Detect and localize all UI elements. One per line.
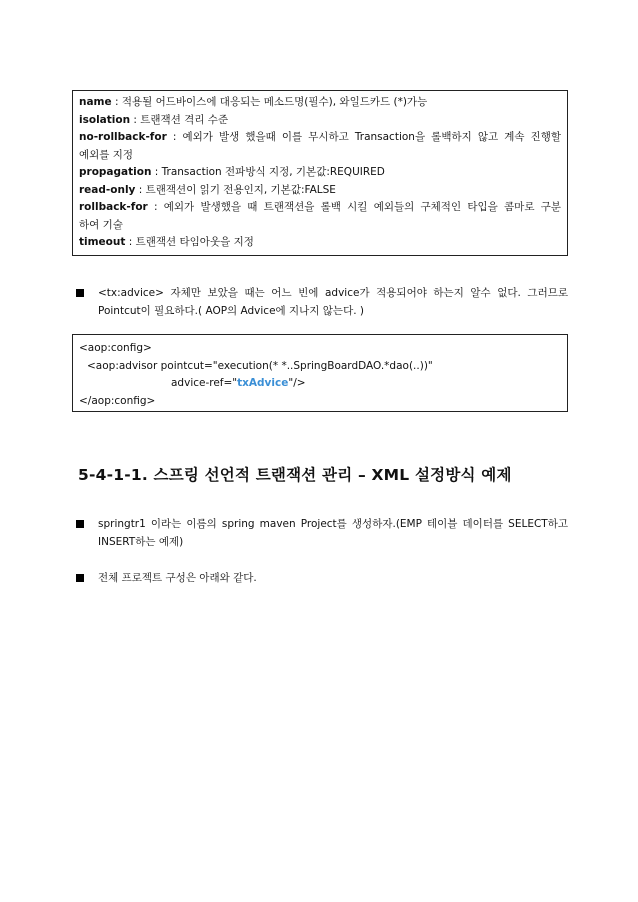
bullet-text xyxy=(98,569,568,587)
attribute-row-no-rollback-for xyxy=(79,129,561,147)
attribute-row-name xyxy=(79,94,561,112)
code-text: "/> xyxy=(288,377,306,389)
bullet-square-icon xyxy=(76,574,84,582)
code-sample-box xyxy=(72,334,568,412)
attribute-name: no-rollback-for xyxy=(79,131,167,143)
attribute-name: isolation xyxy=(79,113,131,126)
bullet-text xyxy=(98,515,568,551)
attribute-row-propagation xyxy=(79,164,561,182)
bullet-line: springtr1 이라는 이름의 spring maven Project를 생성하자.(EMP 테이블 데이터를 SELECT하고 xyxy=(98,518,568,530)
bullet-text xyxy=(98,284,568,320)
attribute-name: name xyxy=(79,96,112,108)
attribute-name: propagation xyxy=(79,166,152,178)
attribute-row-continuation: 예외를 지정 xyxy=(79,148,134,161)
attribute-description: : 트랜잭션 격리 수준 xyxy=(130,113,229,126)
bullet-line: INSERT하는 예제) xyxy=(98,536,184,548)
code-line xyxy=(79,375,561,393)
attribute-name: rollback-for xyxy=(79,201,148,213)
bullet-line: Pointcut이 필요하다.( AOP의 Advice에 지나지 않는다. ) xyxy=(98,305,364,317)
attribute-row-timeout xyxy=(79,234,561,252)
attribute-description: : 트랜잭션이 읽기 전용인지, 기본값:FALSE xyxy=(135,183,336,196)
code-line: </aop:config> xyxy=(79,394,156,407)
code-line: <aop:advisor pointcut="execution(* *..SpringBoardDAO.*dao(..))" xyxy=(87,359,433,372)
bullet-line: 전체 프로젝트 구성은 아래와 같다. xyxy=(98,572,257,584)
attribute-row-isolation xyxy=(79,112,561,130)
attribute-description: : 예외가 발생했을 때 트랜잭션을 롤백 시킬 예외들의 구체적인 타입을 콤마로 구분 xyxy=(147,201,561,213)
bullet-square-icon xyxy=(76,520,84,528)
attribute-row-rollback-for xyxy=(79,199,561,217)
attribute-name: timeout xyxy=(79,236,126,248)
attribute-name: read-only xyxy=(79,183,136,196)
attribute-description: : 트랜잭션 타임아웃을 지정 xyxy=(125,236,254,248)
code-highlight-text: txAdvice xyxy=(237,377,289,389)
bullet-paragraph-project xyxy=(72,515,568,551)
bullet-paragraph-advice xyxy=(72,284,568,320)
code-line: <aop:config> xyxy=(79,342,152,354)
attribute-description: : 적용될 어드바이스에 대응되는 메소드명(필수), 와일드카드 (*)가능 xyxy=(111,96,428,108)
code-text: advice-ref=" xyxy=(171,377,238,389)
attribute-row-continuation: 하여 기술 xyxy=(79,218,123,231)
bullet-paragraph-structure xyxy=(72,569,568,587)
attribute-description: : 예외가 발생 했을때 이를 무시하고 Transaction을 롤백하지 않고 계속 진행할 xyxy=(166,131,561,143)
attribute-definition-box xyxy=(72,90,568,256)
section-heading: 5-4-1-1. 스프링 선언적 트랜잭션 관리 – XML 설정방식 예제 xyxy=(78,466,512,484)
attribute-row-read-only xyxy=(79,182,561,200)
bullet-square-icon xyxy=(76,289,84,297)
attribute-description: : Transaction 전파방식 지정, 기본값:REQUIRED xyxy=(151,166,385,178)
bullet-line: <tx:advice> 자체만 보았을 때는 어느 빈에 advice가 적용되어야 하는지 알수 없다. 그러므로 xyxy=(98,287,568,299)
